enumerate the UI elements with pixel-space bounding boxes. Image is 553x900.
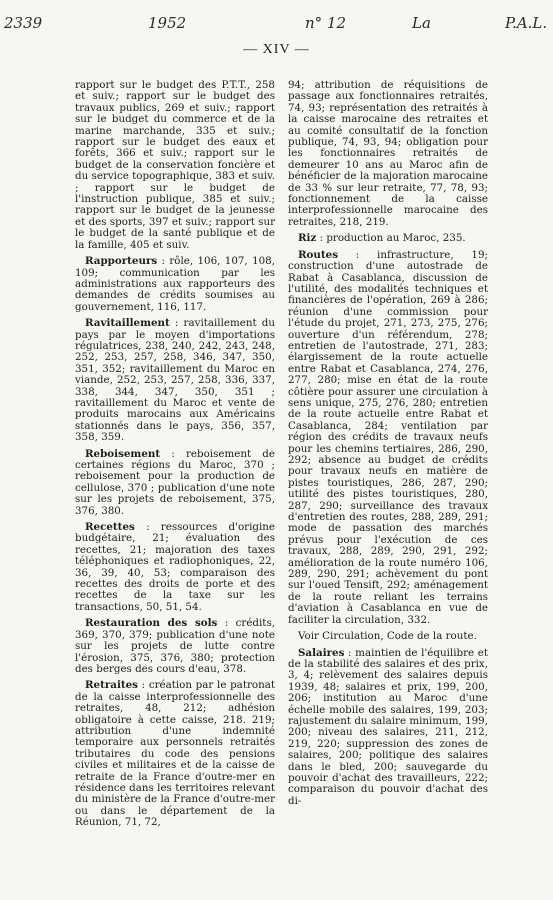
index-entry-text: 94; attribution de réquisitions de passage aux fonctionnaires retraités, 74, 93; représentation des retraités à la caisse marocaine des retraites et au comité consultatif de la fonction publique, 74, 93, 94; obligation pour les fonctionnaires retraités de demeurer 10 ans au Maroc afin de bénéficier de la majoration marocaine de 33 % sur leur retraite, 77, 78, 93; fonctionnement de la caisse interprofessionnelle marocaine des retraites, 218, 219. bbox=[288, 79, 488, 228]
index-entry-text: : ravitaillement du pays par le moyen d'importations régulatrices, 238, 240, 242, 243, 248, 252, 253, 257, 258, 346, 347, 350, 351, 352; ravitaillement du Maroc en viande, 252, 253, 257, 258, 336, 337, 338, 344, 347, 350, 351 ; ravitaillement du Maroc et vente de produits marocains aux Américains stationnés dans le pays, 356, 357, 358, 359. bbox=[75, 317, 275, 444]
index-entry-heading: Recettes bbox=[85, 521, 135, 534]
index-entry bbox=[288, 250, 488, 626]
index-entry bbox=[288, 233, 488, 244]
index-entry-text: : crédits, 369, 370, 379; publication d'une note sur les projets de lutte contre l'érosion, 375, 376, 380; protection des berges des cours d'eau, 378. bbox=[75, 617, 275, 675]
handwritten-note-1: 2339 bbox=[4, 14, 43, 32]
index-entry-heading: Restauration des sols bbox=[85, 617, 218, 630]
index-entry-text: : ressources d'origine budgétaire, 21; évaluation des recettes, 21; majoration des taxes téléphoniques et radiophoniques, 22, 36, 39, 40, 53; comparaison des recettes des droits de porte et des recettes de la taxe sur les transactions, 50, 51, 54. bbox=[75, 521, 275, 613]
index-entry-heading: Ravitaillement bbox=[85, 317, 170, 330]
index-entry-text: : maintien de l'équilibre et de la stabilité des salaires et des prix, 3, 4; relèvement des salaires depuis 1939, 48; salaires et prix, 199, 200, 206; institution au Maroc d'une échelle mobile des salaires, 199, 203; rajustement du salaire minimum, 199, 200; niveau des salaires, 211, 212, 219, 220; suppression des zones de salaires, 200; politique des salaires dans le bled, 200; sauvegarde du pouvoir d'achat des travailleurs, 222; comparaison du pouvoir d'achat des di- bbox=[288, 646, 488, 807]
index-entry-text: : rôle, 106, 107, 108, 109; communication par les administrations aux rapporteurs des demandes de crédits soumises au gouvernement, 116, 117. bbox=[75, 255, 275, 313]
index-entry bbox=[288, 648, 488, 808]
index-entry-text: rapport sur le budget des P.T.T., 258 et suiv.; rapport sur le budget des travaux publics, 269 et suiv.; rapport sur le budget du commerce et de la marine marchande, 335 et suiv.; rapport sur le budget des eaux et forêts, 366 et suiv.; rapport sur le budget de la conservation foncière et du service topographique, 383 et suiv. ; rapport sur le budget de l'instruction publique, 385 et suiv.; rapport sur le budget de la jeunesse et des sports, 397 et suiv.; rapport sur le budget de la santé publique et de la famille, 405 et suiv. bbox=[75, 79, 275, 251]
index-entry bbox=[75, 680, 275, 828]
index-entry-text: Voir Circulation, Code de la route. bbox=[298, 630, 477, 643]
index-entry bbox=[75, 522, 275, 613]
index-entry-heading: Reboisement bbox=[85, 447, 161, 460]
index-entry bbox=[75, 618, 275, 675]
handwritten-note-2: 1952 bbox=[148, 14, 187, 32]
index-entry-heading: Routes bbox=[298, 248, 339, 261]
index-entry-text: : infrastructure, 19; construction d'une autostrade de Rabat à Casablanca, discussion de l'utilité, des modalités techniques et financières de l'opération, 269 à 286; réunion d'une commission pour l'étude du projet, 271, 273, 275, 276; ouverture d'un référendum, 278; entretien de l'autostrade, 271, 283; élargissement de la route actuelle entre Rabat et Casablanca, 274, 276, 277, 280; mise en état de la route côtière pour assurer une circulation à sens unique, 275, 276, 280; entretien de la route actuelle entre Rabat et Casablanca, 284; ventilation par région des crédits de travaux neufs pour les chemins tertiaires, 286, 290, 292; absence au budget de crédits pour travaux neufs en matière de pistes touristiques, 286, 287, 290; utilité des pistes touristiques, 280, 287, 290; surveillance des travaux d'entretien des routes, 288, 289, 291; mode de passation des marchés prévus pour l'exécution de ces travaux, 288, 289, 290, 291, 292; amélioration de la route numéro 106, 289, 290, 291; achèvement du pont sur l'oued Tensift, 292; aménagement de la route reliant les terrains d'aviation à Casablanca en vue de faciliter la circulation, 332. bbox=[288, 248, 488, 626]
left-column bbox=[75, 80, 275, 834]
right-column bbox=[288, 80, 488, 812]
index-entry-heading: Retraites bbox=[85, 679, 138, 692]
index-entry bbox=[75, 80, 275, 251]
handwritten-note-4: La bbox=[412, 14, 431, 32]
index-entry-heading: Riz bbox=[298, 232, 317, 245]
handwritten-note-3: n° 12 bbox=[305, 14, 347, 32]
index-entry bbox=[288, 631, 488, 642]
page-number: — XIV — bbox=[243, 42, 310, 57]
index-entry bbox=[75, 318, 275, 443]
index-entry-text: : reboisement de certaines régions du Maroc, 370 ; reboisement pour la production de cellulose, 370 ; publication d'une note sur les projets de reboisement, 375, 376, 380. bbox=[75, 447, 275, 517]
index-entry-heading: Rapporteurs bbox=[85, 255, 158, 268]
index-entry-heading: Salaires bbox=[298, 646, 345, 659]
index-entry-text: : création par le patronat de la caisse interprofessionnelle des retraites, 48, 212; adhésion obligatoire à cette caisse, 218. 219; attribution d'une indemnité temporaire aux personnels retraités tributaires du code des pensions civiles et militaires et de la caisse de retraite de la France d'outre-mer en résidence dans les territoires relevant du ministère de la France d'outre-mer ou dans le département de la Réunion, 71, 72, bbox=[75, 679, 275, 829]
index-entry bbox=[75, 449, 275, 517]
index-entry bbox=[75, 256, 275, 313]
index-entry-text: : production au Maroc, 235. bbox=[316, 232, 466, 245]
index-entry bbox=[288, 80, 488, 228]
handwritten-note-5: P.A.L. bbox=[505, 14, 548, 32]
